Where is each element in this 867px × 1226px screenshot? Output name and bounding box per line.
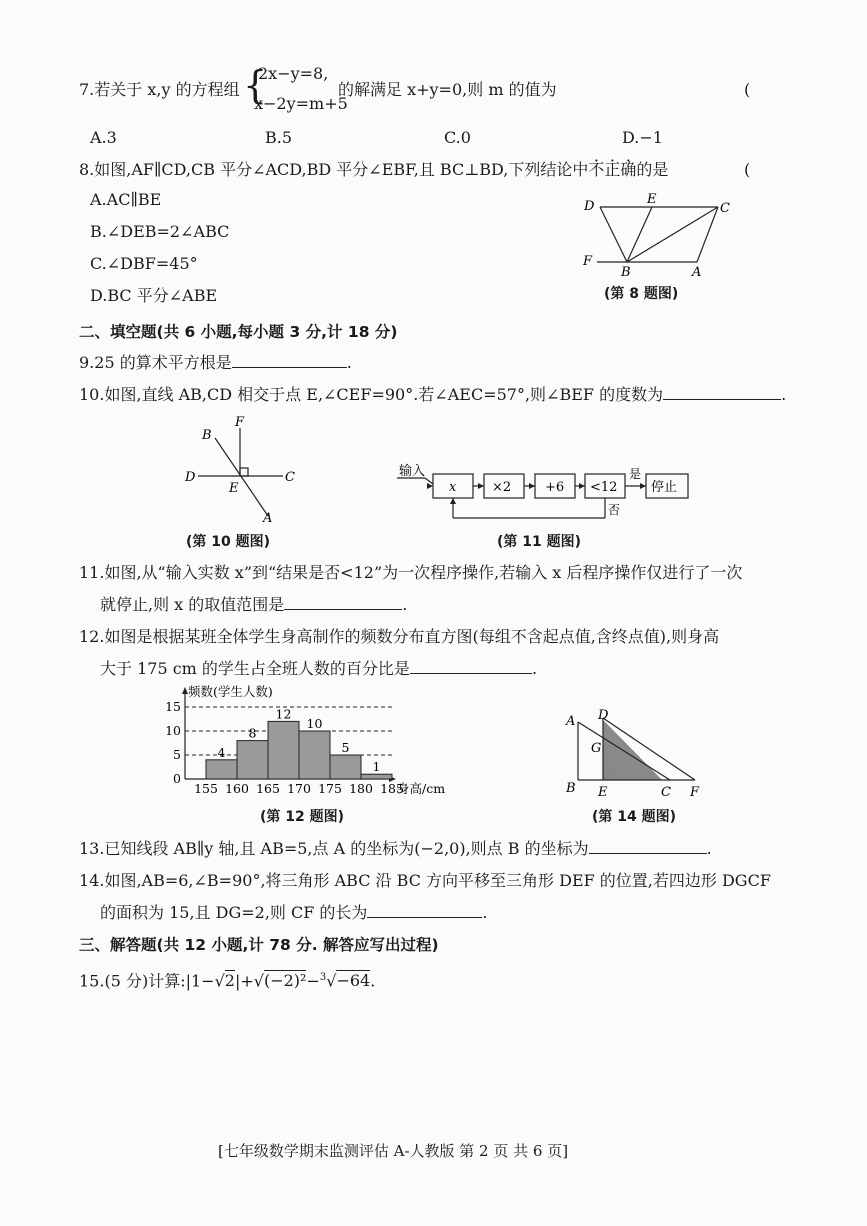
- q7-option-d: D.−1: [622, 128, 663, 147]
- q8-dotted-3: 确: [620, 160, 637, 179]
- flow-box-plus6: +6: [545, 480, 565, 495]
- cbrt-sign: √: [326, 971, 337, 991]
- bar-label-165-170: 12: [275, 706, 292, 722]
- q11-line2: [100, 595, 407, 615]
- label-f: F: [583, 254, 593, 269]
- label-d: D: [584, 199, 595, 214]
- sqrt-sign: √: [214, 971, 225, 991]
- label-g: G: [591, 741, 602, 756]
- q8-stem: [79, 160, 668, 180]
- label-d: D: [185, 470, 196, 485]
- q12-line2: [100, 659, 537, 679]
- q10-figure: [180, 410, 300, 525]
- label-d: D: [598, 708, 609, 723]
- flow-yes-label: 是: [629, 467, 642, 481]
- q7-suffix: 的解满足 x+y=0,则 m 的值为: [338, 80, 557, 99]
- system-brace: {: [243, 63, 268, 107]
- section-3-heading: 三、解答题(共 12 小题,计 78 分. 解答应写出过程): [79, 936, 439, 954]
- q14-end: .: [482, 903, 488, 922]
- q9-end: .: [346, 353, 352, 372]
- q15: [79, 968, 375, 991]
- q7-option-b: B.5: [265, 128, 293, 147]
- flow-box-stop: 停止: [651, 480, 678, 495]
- flow-box-lt12: <12: [590, 480, 618, 495]
- q11-flowchart: [395, 460, 695, 525]
- q13-answer-blank[interactable]: [589, 839, 707, 854]
- x-tick-155: 155: [194, 781, 218, 796]
- q13-text: 13.已知线段 AB∥y 轴,且 AB=5,点 A 的坐标为(−2,0),则点 B 的坐标为: [79, 839, 589, 858]
- y-axis-label: 频数(学生人数): [188, 684, 273, 699]
- abs-open: |1−: [185, 971, 215, 991]
- bar-label-180-185: 1: [372, 759, 381, 775]
- q10-text: 10.如图,直线 AB,CD 相交于点 E,∠CEF=90°.若∠AEC=57°,则∠BEF 的度数为: [79, 385, 664, 404]
- q14-line2-text: 的面积为 15,且 DG=2,则 CF 的长为: [100, 903, 368, 922]
- bar-label-155-160: 4: [217, 744, 226, 760]
- label-c: C: [661, 785, 671, 800]
- q9: [79, 353, 352, 373]
- label-a: A: [692, 265, 702, 280]
- x-tick-170: 170: [287, 781, 311, 796]
- bar-160-165: [237, 741, 268, 779]
- q12-histogram: [160, 683, 470, 801]
- bar-label-160-165: 8: [248, 725, 257, 741]
- q8-dotted-2: 正: [604, 160, 621, 179]
- q9-text: 9.25 的算术平方根是: [79, 353, 232, 372]
- abs-close: |+: [234, 971, 254, 991]
- label-c: C: [285, 470, 295, 485]
- label-a: A: [263, 511, 273, 525]
- bar-175-180: [330, 755, 361, 779]
- label-f: F: [235, 415, 245, 430]
- q13: [79, 839, 712, 859]
- label-e: E: [229, 481, 239, 496]
- q8-stem-b: 的是: [636, 160, 669, 179]
- q8-dotted-1: 不: [588, 160, 605, 179]
- cbrt-index: 3: [319, 972, 327, 983]
- label-e: E: [647, 192, 657, 207]
- q7-eq1: 2x−y=8,: [258, 64, 329, 83]
- flow-no-label: 否: [608, 503, 621, 517]
- q8-figure: [575, 190, 735, 280]
- q8-option-d: D.BC 平分∠ABE: [90, 286, 218, 305]
- label-b: B: [621, 265, 631, 280]
- minus-sign: −: [306, 971, 320, 991]
- y-tick-15: 15: [165, 699, 181, 714]
- q7-eq2: x−2y=m+5: [254, 94, 348, 113]
- page-footer: [七年级数学期末监测评估 A-人教版 第 2 页 共 6 页]: [218, 1142, 569, 1160]
- q12-end: .: [531, 659, 538, 678]
- q8-option-a: A.AC∥BE: [90, 190, 162, 209]
- sqrt-sign-2: √: [253, 971, 264, 991]
- q11-answer-blank[interactable]: [284, 595, 402, 610]
- label-b: B: [566, 781, 576, 796]
- x-tick-185: 185: [380, 781, 404, 796]
- y-tick-0: 0: [173, 771, 181, 786]
- q11-line1: 11.如图,从“输入实数 x”到“结果是否<12”为一次程序操作,若输入 x 后程序操作仅进行了一次: [79, 563, 743, 582]
- bar-170-175: [299, 731, 330, 779]
- sqrt-radicand: (−2)²: [263, 971, 307, 991]
- q10-answer-blank[interactable]: [663, 385, 781, 400]
- q7-option-c: C.0: [444, 128, 471, 147]
- q11-caption: (第 11 题图): [497, 534, 582, 550]
- label-a: A: [566, 714, 576, 729]
- flow-box-x: x: [449, 480, 457, 495]
- label-e: E: [598, 785, 608, 800]
- bar-label-170-175: 10: [306, 716, 323, 731]
- q7-paren: (: [744, 80, 751, 99]
- x-tick-165: 165: [256, 781, 280, 796]
- y-tick-10: 10: [165, 723, 181, 738]
- q14-caption: (第 14 题图): [592, 809, 677, 825]
- label-c: C: [720, 201, 730, 216]
- bar-label-175-180: 5: [341, 740, 350, 755]
- q11-end: .: [402, 595, 408, 614]
- q12-caption: (第 12 题图): [260, 809, 345, 825]
- bar-180-185: [361, 774, 392, 779]
- bar-165-170: [268, 721, 299, 779]
- q12-answer-blank[interactable]: [410, 659, 532, 674]
- x-tick-180: 180: [349, 781, 373, 796]
- q8-caption: (第 8 题图): [604, 286, 679, 302]
- x-tick-160: 160: [225, 781, 249, 796]
- q12-line1: 12.如图是根据某班全体学生身高制作的频数分布直方图(每组不含起点值,含终点值),则身高: [79, 627, 720, 646]
- bar-155-160: [206, 760, 237, 779]
- cbrt-radicand: −64: [336, 971, 371, 991]
- q14-line2: [100, 903, 488, 923]
- q8-stem-a: 8.如图,AF∥CD,CB 平分∠ACD,BD 平分∠EBF,且 BC⊥BD,下列结论中: [79, 160, 589, 179]
- q11-line2-text: 就停止,则 x 的取值范围是: [100, 595, 285, 614]
- q9-answer-blank[interactable]: [232, 353, 347, 368]
- q15-prefix: 15.(5 分)计算:: [79, 971, 186, 991]
- q14-figure: [560, 708, 710, 803]
- q10-caption: (第 10 题图): [186, 534, 271, 550]
- label-f: F: [690, 785, 700, 800]
- section-2-heading: 二、填空题(共 6 小题,每小题 3 分,计 18 分): [79, 323, 398, 341]
- x-axis-label: 身高/cm: [397, 781, 446, 796]
- flow-input-label: 输入: [399, 464, 426, 479]
- q14-answer-blank[interactable]: [367, 903, 482, 918]
- sqrt2-radicand: 2: [224, 971, 235, 991]
- q7-prefix: 7.若关于 x,y 的方程组: [79, 80, 240, 99]
- q8-option-b: B.∠DEB=2∠ABC: [90, 222, 230, 241]
- q15-end: .: [370, 971, 376, 991]
- q8-paren: (: [744, 160, 751, 179]
- q10-end: .: [781, 385, 787, 404]
- q13-end: .: [706, 839, 712, 858]
- q7-option-a: A.3: [90, 128, 117, 147]
- q14-line1: 14.如图,AB=6,∠B=90°,将三角形 ABC 沿 BC 方向平移至三角形 DEF 的位置,若四边形 DGCF: [79, 871, 771, 890]
- x-tick-175: 175: [318, 781, 342, 796]
- flow-box-times2: ×2: [492, 480, 512, 495]
- label-b: B: [202, 428, 212, 443]
- q8-option-c: C.∠DBF=45°: [90, 254, 198, 273]
- q12-line2-text: 大于 175 cm 的学生占全班人数的百分比是: [100, 659, 410, 678]
- y-tick-5: 5: [173, 747, 181, 762]
- q10: [79, 385, 786, 405]
